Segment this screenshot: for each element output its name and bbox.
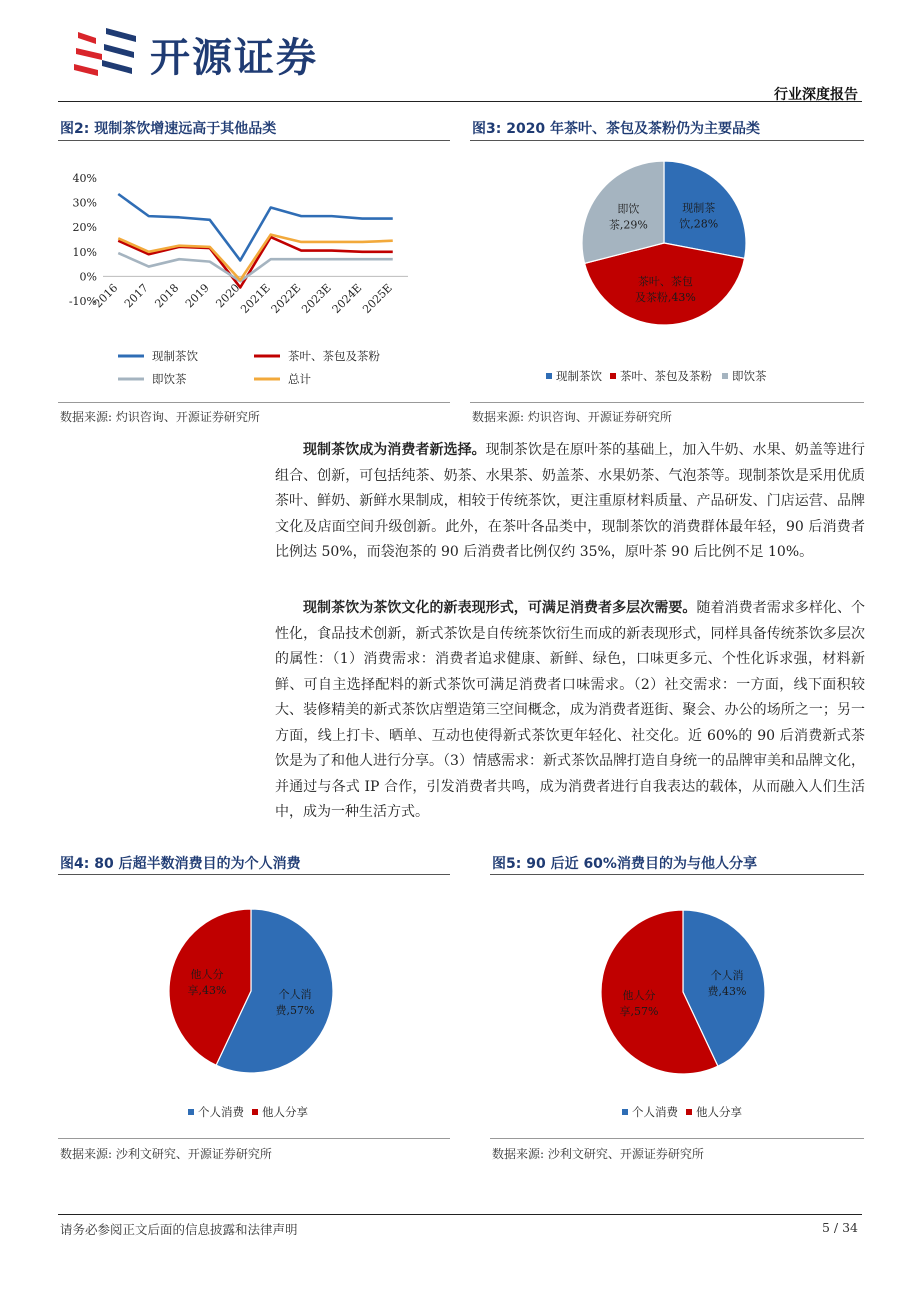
paragraph-1-lead: 现制茶饮成为消费者新选择。 (303, 442, 486, 458)
fig3-legend-label: 茶叶、茶包及茶粉 (620, 369, 712, 383)
fig4-legend-swatch (188, 1109, 194, 1115)
fig3-legend-label: 现制茶饮 (556, 369, 602, 383)
company-name: 开源证券 (150, 35, 318, 81)
fig2-y-tick-label: 0% (79, 270, 97, 284)
fig3-bottom-rule (470, 402, 864, 403)
fig5-slice-label: 他人分 (622, 988, 656, 1002)
fig4-bottom-rule (58, 1138, 450, 1139)
fig2-x-tick-label: 2023E (299, 281, 334, 316)
fig5-bottom-rule (490, 1138, 864, 1139)
footer-divider (58, 1214, 862, 1215)
fig2-source: 数据来源: 灼识咨询、开源证券研究所 (60, 410, 260, 424)
fig4-slice-label: 费,57% (275, 1003, 315, 1017)
fig3-slice-label: 及茶粉,43% (634, 291, 696, 305)
fig3-legend-swatch (722, 373, 728, 379)
page-number: 5 / 34 (821, 1220, 858, 1235)
fig5-legend-label: 个人消费 (632, 1105, 678, 1119)
fig5-source: 数据来源: 沙利文研究、开源证券研究所 (492, 1147, 704, 1161)
fig2-bottom-rule (58, 402, 450, 403)
fig5-pie-chart (490, 882, 864, 1132)
fig2-legend-label: 即饮茶 (152, 372, 187, 386)
fig4-legend-label: 他人分享 (262, 1105, 308, 1119)
fig2-x-tick-label: 2021E (238, 281, 273, 316)
fig3-source: 数据来源: 灼识咨询、开源证券研究所 (472, 410, 672, 424)
fig4-legend-label: 个人消费 (198, 1105, 244, 1119)
fig2-y-tick-label: 30% (72, 196, 97, 210)
paragraph-2 (275, 596, 865, 826)
fig5-legend-swatch (622, 1109, 628, 1115)
fig2-y-tick-label: 20% (72, 221, 97, 235)
fig4-title: 图4: 80 后超半数消费目的为个人消费 (60, 856, 301, 872)
fig2-x-tick-label: 2020 (213, 281, 243, 311)
fig3-slice-label: 饮,28% (679, 217, 719, 231)
fig5-slice-label: 个人消 (710, 969, 744, 983)
fig4-source: 数据来源: 沙利文研究、开源证券研究所 (60, 1147, 272, 1161)
fig3-slice-label: 现制茶 (682, 201, 716, 215)
fig2-y-tick-label: -10% (68, 295, 97, 308)
fig2-line-chart (58, 150, 450, 398)
fig5-title: 图5: 90 后近 60%消费目的为与他人分享 (492, 856, 757, 872)
fig5-slice-label: 费,43% (707, 985, 747, 999)
fig4-legend-swatch (252, 1109, 258, 1115)
fig2-x-tick-label: 2019 (182, 281, 212, 311)
fig3-legend-label: 即饮茶 (732, 369, 767, 383)
fig3-pie-chart (470, 150, 864, 398)
fig2-title: 图2: 现制茶饮增速远高于其他品类 (60, 121, 277, 137)
fig2-series-line-4 (118, 235, 393, 281)
paragraph-2-lead: 现制茶饮为茶饮文化的新表现形式，可满足消费者多层次需要。 (303, 600, 697, 616)
fig3-slice-label: 茶叶、茶包 (637, 275, 693, 289)
fig2-y-tick-label: 10% (72, 245, 97, 259)
footer-disclaimer: 请务必参阅正文后面的信息披露和法律声明 (60, 1222, 298, 1237)
fig2-x-tick-label: 2024E (329, 281, 365, 316)
fig3-slice-label: 即饮 (617, 202, 640, 216)
fig2-x-tick-label: 2016 (91, 281, 121, 311)
fig2-x-tick-label: 2025E (360, 281, 395, 316)
paragraph-2-text: 随着消费者需求多样化、个性化，食品技术创新，新式茶饮是自传统茶饮衍生而成的新表现形式，同样具备传统茶饮多层次的属性：（1）消费需求：消费者追求健康、新鲜、绿色，口味更多元、个性化诉求强，材料新鲜、可自主选择配料的新式茶饮可满足消费者口味需求。（2）社交需求：一方面，线下面积较大、装修精美的新式茶饮店塑造第三空间概念，成为消费者逛街、聚会、办公的场所之一；另一方面，线上打卡、晒单、互动也使得新式茶饮更年轻化、社交化。近 60%的 90 后消费新式茶饮是为了和他人进行分享。（3）情感需求：新式茶饮品牌打造自身统一的品牌审美和品牌文化，并通过与各式 IP 合作，引发消费者共鸣，成为消费者进行自我表达的载体，从而融入人们生活中，成为一种生活方式。 (275, 600, 866, 820)
fig4-title-rule (58, 874, 450, 875)
fig5-slice-label: 享,57% (619, 1004, 659, 1018)
fig2-x-tick-label: 2018 (152, 281, 182, 311)
fig2-legend-label: 现制茶饮 (152, 349, 198, 363)
fig4-pie-chart (58, 882, 450, 1132)
fig2-series-line-2 (118, 237, 393, 287)
fig3-slice-label: 茶,29% (608, 218, 648, 232)
fig5-title-rule (490, 874, 864, 875)
fig4-slice-label: 享,43% (187, 984, 227, 998)
paragraph-1 (275, 438, 865, 566)
fig2-x-tick-label: 2017 (121, 281, 151, 311)
report-type: 行业深度报告 (774, 87, 858, 103)
fig5-legend-swatch (686, 1109, 692, 1115)
paragraph-1-text: 现制茶饮是在原叶茶的基础上，加入牛奶、水果、奶盖等进行组合、创新，可包括纯茶、奶茶、水果茶、奶盖茶、水果奶茶、气泡茶等。现制茶饮是采用优质茶叶、鲜奶、新鲜水果制成，相较于传统茶饮，更注重原材料质量、产品研发、门店运营、品牌文化及店面空间升级创新。此外，在茶叶各品类中，现制茶饮的消费群体最年轻，90 后消费者比例达 50%，而袋泡茶的 90 后消费者比例仅约 35%，原叶茶 90 后比例不足 10%。 (275, 442, 866, 560)
fig4-slice-label: 他人分 (190, 968, 224, 982)
fig3-legend-swatch (610, 373, 616, 379)
company-logo-icon (72, 24, 140, 80)
fig3-legend-swatch (546, 373, 552, 379)
fig4-slice-label: 个人消 (278, 987, 312, 1001)
fig2-x-tick-label: 2022E (268, 281, 304, 316)
fig2-title-rule (58, 140, 450, 141)
fig5-legend-label: 他人分享 (696, 1105, 742, 1119)
fig2-legend-label: 总计 (288, 372, 311, 386)
header-divider (58, 101, 862, 102)
fig2-legend-label: 茶叶、茶包及茶粉 (288, 349, 380, 363)
fig3-title-rule (470, 140, 864, 141)
fig2-y-tick-label: 40% (72, 172, 97, 185)
fig3-title: 图3: 2020 年茶叶、茶包及茶粉仍为主要品类 (472, 121, 761, 137)
